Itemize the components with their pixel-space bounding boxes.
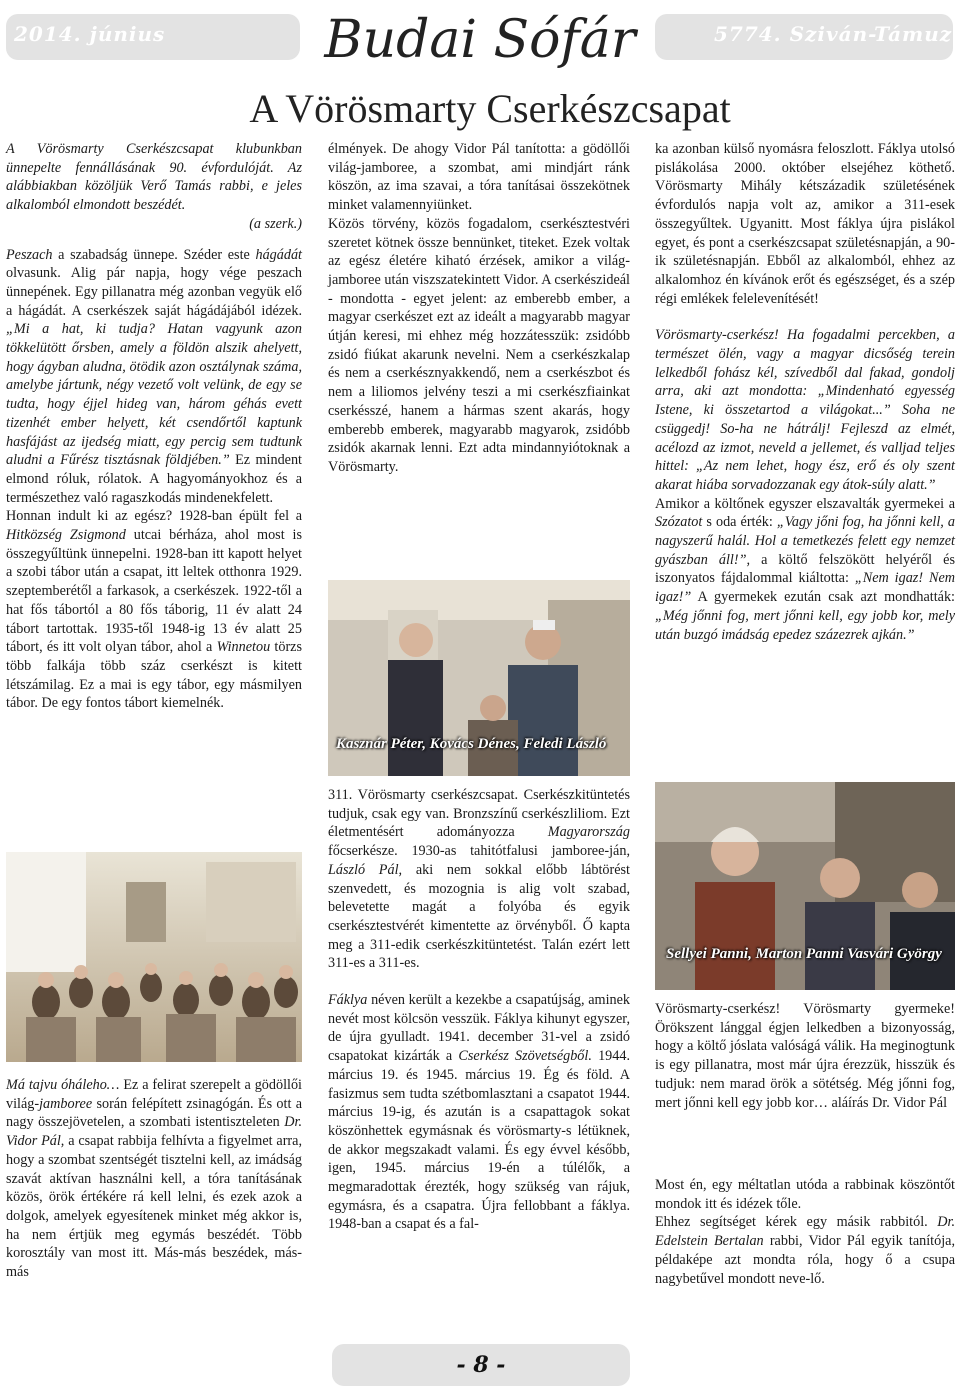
text-span: s oda érték: xyxy=(702,514,777,531)
text-span: Peszach xyxy=(6,246,53,263)
text-span: László Pál, xyxy=(328,861,403,878)
hebrew-date: 5774. Sziván-Támuz xyxy=(714,22,953,46)
text-span: Ez a felirat szerepelt a gödöllői világ- xyxy=(6,1077,302,1112)
text-span: Honnan indult ki az egész? 1928-ban épült fel a xyxy=(6,508,302,525)
footer-page-box xyxy=(332,1344,630,1386)
paragraph xyxy=(655,1213,955,1288)
paragraph xyxy=(6,246,302,508)
quote-span: „Mi a hat, ki tudja? Hatan vagyunk azon tökkelütött őrsben, amely a földön alszik ahelyett, hogy ágyban aludna, ötödik azon osztálynak száma, amelybe jártunk, négy vezető volt velünk, de egy se tudta, hogy éjjel hideg van, három géhás evett tizenhét ember helyett, két csendőrtől kaptunk hasfájást az ijedség miatt, egy percig sem tudtunk aludni a Fűrész tisztásnak földjében.” xyxy=(6,321,302,469)
text-span: a szabadság ünnepe. Széder este xyxy=(52,246,256,263)
column-1-lower xyxy=(6,1076,302,1282)
photo-caption: Sellyei Panni, Marton Panni Vasvári György xyxy=(666,946,942,962)
paragraph: Vörösmarty-cserkész! Vörösmarty gyermeke! Örökszent lánggal égjen lelkedben a bizonyosság, hogy a költő jóslata valóságá válik. Ha meginogtunk is egy pillanatra, most már újra érezzük, hisszük és tudjuk: nem marad örök a sötétség. Még jőnni fog, mert jőnni kell egy jobb kor… aláírás Dr. Vidor Pál xyxy=(655,1001,955,1111)
text-span: Hitközség Zsigmond xyxy=(6,527,126,544)
paragraph xyxy=(328,991,630,1234)
paragraph: élmények. De ahogy Vidor Pál tanította: a gödöllői világ-jamboree, a szombat, ami mindjárt ránk köszön, az ima szavai, a tóra tanításai összekötnek minket valamennyiünket. xyxy=(328,141,630,214)
text-span: hágádát xyxy=(255,246,302,263)
paragraph: Közös törvény, közös fogadalom, cserkésztestvéri szeretet kötnek össze bennünket, titeket. Ezek voltak az egész életére kiható érzések, amikor a világ-jamboree után viszszatekintett Vidor. A cserkészideál - mondotta - egyet jelent: az emberebb ember, a magyar cserkészet ezt az ideált a magyarabb magyar útján keresi, mi ehhez még hozzátesszük: zsidóbb zsidó fiúkat akarunk nevelni. Nem a cserkészkalap és nem a cserkésznyakkendő, nem a cserkészbot és nem a liliomos jelvény teszi a mi cserkészfiainkat cserkésszé, hanem a hármas szent akarás, hogy emberebb emberek, magyarabb magyarok, zsidóbb zsidók akarnak lenni. Ezt adta mindannyiótoknak a Vörösmarty. xyxy=(328,215,630,475)
masthead-title: Budai Sófár xyxy=(324,10,636,70)
text-span: „Vagy jőni fog, ha jőnni kell, a nagyszerű halál. Hol a temetkezés felett egy nemzet gyászban áll!”, xyxy=(655,514,955,568)
photo-caption: Kasznár Péter, Kovács Dénes, Feledi László xyxy=(336,736,607,752)
column-1 xyxy=(6,140,302,713)
text-span: utcai bérháza, ahol most is összegyűltünk ünnepelni. 1928-ban itt kapott helyet a szobi tábor után a csapat, itt leltek otthonra 1929. szeptemberétől a farkasok, a cserkészek. 1922-től a hat fős tábortól a 80 fős táborig, 11 év alatt 24 tábort tartottak. 1935-től 1948-ig 13 év alatt 25 tábort, és itt volt olyan tábor, ahol a xyxy=(6,527,302,656)
text-span: 1944. március 19. és 1945. március 19. Ég és föld. A fasizmus sem tudta szétbomlasztani a csapatot 1944. március 19-ig, és azután is a csapattagok sokat köszönhettek egymásnak és vörösmarty-s létüknek, de akkor megszakadt valami. És egy évvel később, igen, 1945. március 19-én a túlélők, a megmaradottak érezték, hogy szükség van rájuk, egymásra, és a csapatra. Újra fellobbant a fáklya. 1948-ban a csapat és a fal- xyxy=(328,1048,630,1233)
text-span: 311. Vörösmarty cserkészcsapat. Cserkészkitüntetés tudjuk, csak egy van. Bronzszínű cserkészliliom. Ezt életmentésért adományozza xyxy=(328,787,630,841)
paragraph: ka azonban külső nyomásra feloszlott. Fáklya utolsó pislákolása 2000. október elsejéhez köthető. Vörösmarty Mihály kétszázadik születésének évfordulós napja volt az, amikor a 311-esek összegyűltek. Ugyanitt. Most fáklya újra pislákol egyet, és pont a cserkészcsapat születésnapján, a 90-ik születésnapján. Ebből az alkalomból, ehhez az alkalomhoz én kívánok erőt és egészséget, és a szép régi emlékek felelevenítését! xyxy=(655,141,955,307)
issue-date: 2014. június xyxy=(14,22,166,46)
paragraph xyxy=(6,507,302,713)
paragraph xyxy=(655,495,955,645)
text-span: rabbi, Vidor Pál egyik tanítója, példaképe azt mondta róla, hogy ő a csupa nagybetűvel mondott neve-lő. xyxy=(655,1233,955,1287)
text-span: főcserkésze. 1930-as tahitótfalusi jamboree-ján, xyxy=(328,843,630,860)
text-span: Amikor a költőnek egyszer elszavalták gyermekei a xyxy=(655,495,955,512)
text-span: Magyarország xyxy=(547,824,630,841)
paragraph: Most én, egy méltatlan utóda a rabbinak köszöntőt mondok itt és idézek tőle. xyxy=(655,1177,955,1212)
paragraph xyxy=(6,1076,302,1282)
text-span: „Nem igaz! Nem igaz!” xyxy=(655,570,955,606)
page-number: - 8 - xyxy=(456,1352,506,1378)
column-3 xyxy=(655,140,955,644)
text-span: Ehhez segítséget kérek egy másik rabbitól. xyxy=(655,1214,938,1231)
intro-signature: (a szerk.) xyxy=(249,215,302,232)
column-2-lower xyxy=(328,786,630,1234)
text-span: jamboree xyxy=(39,1095,93,1112)
column-3-lower xyxy=(655,1000,955,1112)
column-3-closing xyxy=(655,1176,955,1288)
text-span: olvasunk. Alig pár napja, hogy vége peszach ünnepének. Egy pillanatra még azonban vegyük elő a hágádát. A cserkészek saját hágádájából idézek. xyxy=(6,265,302,319)
text-span: Fáklya xyxy=(328,992,368,1009)
article-title: A Vörösmarty Cserkészcsapat xyxy=(249,86,731,131)
text-span: törzs több falkája több száz cserkészt is kitett létszámilag. Ez a mai is egy tábor, egy másmilyen tábor. De egy fontos tábort kiemelnék. xyxy=(6,639,302,712)
intro-note: A Vörösmarty Cserkészcsapat klubunkban ünnepelte fennállásának 90. évfordulóját. Az alábbiakban közöljük Verő Tamás rabbi, e jeles alkalomból elmondott beszédét. xyxy=(6,141,302,214)
text-span: során felépített zsinagógán. És ott a nagy összejövetelen, a szombati istentiszteleten xyxy=(6,1095,302,1131)
text-span: Dr. Edelstein Bertalan xyxy=(655,1214,955,1250)
photo-audience-image xyxy=(6,852,302,1062)
text-span: néven került a kezekbe a csapatújság, aminek nevét most kölcsön vesszük. Fáklya kihunyt egyszer, de újra gyulladt. 1941. december 31-vel a zsidó csapatokat kizárták a xyxy=(328,992,630,1065)
text-span: Winnetou xyxy=(216,639,271,656)
paragraph: Vörösmarty-cserkész! Ha fogadalmi percekben, a természet ölén, vagy a magyar dicsőség terein lelkedből fohász kél, szívedből dal fakad, gondolj arra, aki azt mondotta: „Mindenható egyesség Istene, ki összetartod a világokat...” Soha ne csüggedj! So-ha ne hátrálj! Fejleszd az elmét, acélozd az izmot, neveld a jellemet, és valljad teljes hittel: „Az nem lehet, hogy ész, erő és oly szent akarat hiába sorvadozzanak egy átok-súly alatt.” xyxy=(655,327,955,493)
text-span: „Még jőnni fog, mert jőnni kell, egy jobb kor, mely után buzgó imádság epedez százezrek ajkán.” xyxy=(655,607,955,643)
text-span: aki nem sokkal előbb lábtörést szenvedett, és mozognia is alig volt szabad, belevetette magát a folyóba és egyik cserkésztestvérét kimentette az örvényből. Ő kapta meg a 311-edik cserkészkitüntetést. Talán ezért lett 311-es a 311-es. xyxy=(328,861,630,972)
paragraph xyxy=(328,786,630,973)
column-2 xyxy=(328,140,630,477)
text-span: Dr. Vidor Pál, xyxy=(6,1114,302,1150)
text-span: A gyermekek ezután csak azt mondhatták: xyxy=(691,589,955,606)
text-span: Szózatot xyxy=(655,514,703,531)
text-span: a költő felszökött helyéről és iszonyatos fájdalommal kiáltotta: xyxy=(655,551,955,587)
text-span: Ez mindent elmond róluk, rólatok. A hagyományokhoz és a természethez való ragaszkodás mindenekfelett. xyxy=(6,452,302,506)
text-span: Má tajvu óháleho… xyxy=(6,1077,120,1093)
text-span: a csapat rabbija felhívta a figyelmet arra, hogy a szombat szentségét tisztelni kell, az imádság szavát aktívan használni kell, a tóra tanításának közös, örök értékére rá kell lelni, és ezek azok a dolgok, amelyek egyesítenek minket még akkor is, ha nem értjük meg egymás beszédét. Több korosztály van most itt. Más-más beszédek, más-más xyxy=(6,1133,302,1281)
text-span: Cserkész Szövetségből. xyxy=(458,1048,592,1065)
photo-audience-hall xyxy=(6,852,302,1062)
